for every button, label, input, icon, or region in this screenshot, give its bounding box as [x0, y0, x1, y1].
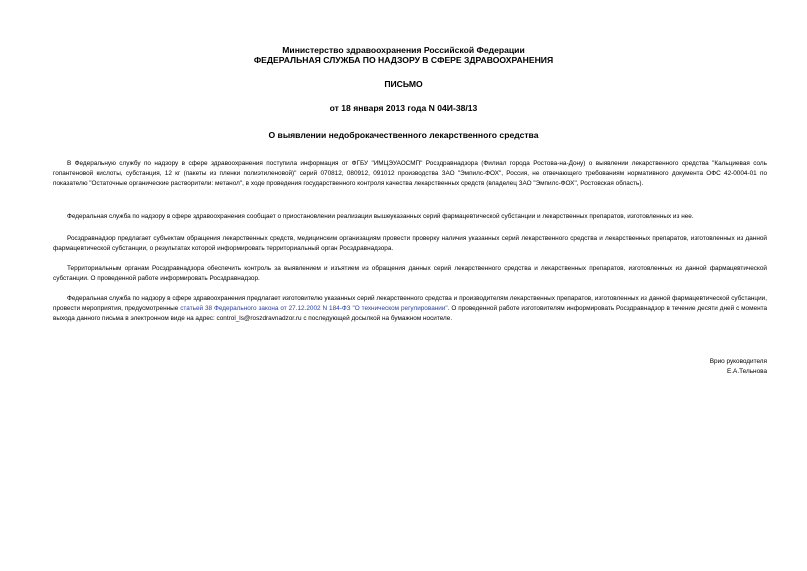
paragraph-5-after: . О проведенной работе изготовителям информировать Росздравнадзор в течение десяти дней с момента выхода данного письма в электронном виде на адрес: control_ls@roszdravnadzor.ru с последующей досылкой на бумажном носителе.: [53, 305, 768, 322]
paragraph-5-before: Федеральная служба по надзору в сфере здравоохранения предлагает изготовителю указанных серий лекарственного средства и производителям лекарственных препаратов, изготовленных из данной фармацевтической субстанции, провести мероприятия, предусмотренные: [53, 295, 767, 312]
paragraph-5-text: [53, 294, 767, 324]
paragraph-1-text: В Федеральную службу по надзору в сфере здравоохранения поступила информация от ФГБУ "ИМЦЭУАОСМП" Росздравнадзора (Филиал города Ростова-на-Дону) о выявлении лекарственного средства "Кальциевая соль гопантеновой кислоты, субстанция, 12 кг (пакеты из пленки полиэтиленовой)" серий 070812, 080912, 091012 производства ЗАО "Эмпилс-ФОХ", Россия, не отвечающего требованиям нормативного документа ОФС 42-0004-01 по показателю "Остаточные органические растворители: метанол", в ходе проведения государственного контроля качества лекарственных средств (владелец ЗАО "Эмпилс-ФОХ", Ростовская область).: [53, 160, 767, 187]
paragraph-5: [53, 294, 767, 324]
signature-name: Е.А.Тельнова: [727, 368, 767, 375]
service-name: ФЕДЕРАЛЬНАЯ СЛУЖБА ПО НАДЗОРУ В СФЕРЕ ЗДРАВООХРАНЕНИЯ: [253, 55, 554, 65]
law-reference-link[interactable]: статьей 38 Федерального закона от 27.12.2002 N 184-ФЗ "О техническом регулировании": [180, 305, 448, 312]
document-type: ПИСЬМО: [384, 79, 423, 89]
paragraph-2: [53, 212, 767, 222]
paragraph-4: [53, 264, 767, 284]
paragraph-3: [53, 234, 767, 254]
document-date-number: от 18 января 2013 года N 04И-38/13: [329, 103, 478, 113]
document-subject: О выявлении недоброкачественного лекарственного средства: [268, 130, 539, 140]
ministry-name: Министерство здравоохранения Российской Федерации: [282, 45, 525, 55]
paragraph-4-text: Территориальным органам Росздравнадзора обеспечить контроль за выявлением и изъятием из обращения данных серий лекарственного средства и лекарственных препаратов, изготовленных из данной фармацевтической субстанции. О проведенной работе информировать Росздравнадзор.: [53, 265, 767, 282]
paragraph-2-text: Федеральная служба по надзору в сфере здравоохранения сообщает о приостановлении реализации вышеуказанных серий фармацевтической субстанции и лекарственных препаратов, изготовленных из нее.: [67, 213, 694, 220]
paragraph-1: [53, 159, 767, 189]
signature-title: Врио руководителя: [709, 358, 767, 365]
paragraph-3-text: Росздравнадзор предлагает субъектам обращения лекарственных средств, медицинским организациям провести проверку наличия указанных серий лекарственного средства и лекарственных препаратов, изготовленных из данной фармацевтической субстанции, о результатах которой информировать территориальный орган Росздравнадзора.: [53, 235, 767, 252]
